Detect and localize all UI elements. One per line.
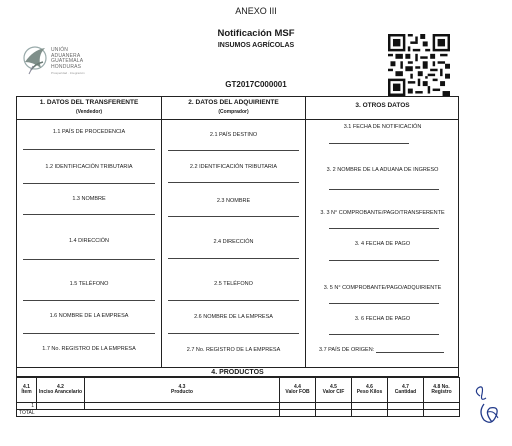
table-row xyxy=(17,403,460,410)
table-cell[interactable] xyxy=(424,410,460,417)
field-label-direccion-adquiriente: 2.4 DIRECCIÓN xyxy=(213,239,254,245)
field-line-telefono-transferente[interactable] xyxy=(23,300,155,301)
total-row xyxy=(17,410,460,417)
field-label-registro-adquiriente: 2.7 No. REGISTRO DE LA EMPRESA xyxy=(186,347,281,353)
table-cell[interactable] xyxy=(352,410,388,417)
field-pais-origen xyxy=(319,347,444,353)
field-line-pais-procedencia[interactable] xyxy=(23,149,155,150)
logo-text: UNIÓN ADUANERA GUATEMALA HONDURAS xyxy=(51,47,84,70)
bird-emblem-icon xyxy=(21,40,51,80)
document-title: Notificación MSF xyxy=(217,28,295,39)
table-cell[interactable] xyxy=(316,403,352,410)
field-label-telefono-transferente: 1.5 TELÉFONO xyxy=(69,281,109,287)
document-code: GT2017C000001 xyxy=(225,80,287,89)
col-header-registro: 4.8 No. Registro xyxy=(424,378,460,403)
field-line-id-tributaria-adquiriente[interactable] xyxy=(168,182,299,183)
table-cell[interactable] xyxy=(388,410,424,417)
products-table xyxy=(16,377,460,417)
field-line-empresa-adquiriente[interactable] xyxy=(168,333,299,334)
field-label-comprobante-adquiriente: 3. 5 N° COMPROBANTE/PAGO/ADQUIRIENTE xyxy=(323,285,442,291)
form-frame xyxy=(16,96,459,368)
field-label-fecha-notificacion: 3.1 FECHA DE NOTIFICACIÓN xyxy=(343,124,422,130)
annex-label: ANEXO III xyxy=(235,6,277,16)
field-label-pais-origen: 3.7 PAÍS DE ORIGEN: xyxy=(319,347,375,353)
section-header-otros: 3. OTROS DATOS xyxy=(355,102,410,109)
field-line-direccion-transferente[interactable] xyxy=(23,259,155,260)
field-label-fecha-pago-1: 3. 4 FECHA DE PAGO xyxy=(354,241,411,247)
logo-tagline: Prosperidad · Integración xyxy=(51,71,85,75)
field-label-empresa-adquiriente: 2.6 NOMBRE DE LA EMPRESA xyxy=(194,314,273,320)
header-divider xyxy=(17,119,458,120)
field-line-id-tributaria-transferente[interactable] xyxy=(23,183,155,184)
field-label-comprobante-transferente: 3. 3 N° COMPROBANTE/PAGO/TRANSFERENTE xyxy=(320,210,445,216)
field-label-id-tributaria-transferente: 1.2 IDENTIFICACIÓN TRIBUTARIA xyxy=(45,164,133,170)
document-subtitle: INSUMOS AGRÍCOLAS xyxy=(217,42,295,49)
field-label-nombre-transferente: 1.3 NOMBRE xyxy=(72,196,106,202)
field-line-telefono-adquiriente[interactable] xyxy=(168,300,299,301)
field-label-pais-destino: 2.1 PAÍS DESTINO xyxy=(209,132,258,138)
field-line-empresa-transferente[interactable] xyxy=(23,333,155,334)
field-line-nombre-adquiriente[interactable] xyxy=(168,216,299,217)
field-label-registro-transferente: 1.7 No. REGISTRO DE LA EMPRESA xyxy=(42,346,136,352)
union-aduanera-logo xyxy=(21,40,117,86)
products-section-title: 4. PRODUCTOS xyxy=(16,368,459,377)
field-line-comprobante-adquiriente[interactable] xyxy=(329,303,439,304)
field-label-direccion-transferente: 1.4 DIRECCIÓN xyxy=(68,238,110,244)
field-line-comprobante-transferente[interactable] xyxy=(329,228,439,229)
column-divider xyxy=(305,97,306,367)
total-label: TOTAL xyxy=(17,410,280,417)
field-line-fecha-notificacion[interactable] xyxy=(329,143,409,144)
section-header-transferente: 1. DATOS DEL TRANSFERENTE (Vendedor) xyxy=(39,99,139,115)
field-label-pais-procedencia: 1.1 PAÍS DE PROCEDENCIA xyxy=(52,129,126,135)
col-header-inciso: 4.2 Inciso Arancelario xyxy=(37,378,85,403)
field-line-aduana-ingreso[interactable] xyxy=(329,189,439,190)
col-header-item: 4.1 Ítem xyxy=(17,378,37,403)
field-line-fecha-pago-1[interactable] xyxy=(329,260,439,261)
table-cell[interactable] xyxy=(388,403,424,410)
table-cell[interactable] xyxy=(316,410,352,417)
table-cell[interactable] xyxy=(280,410,316,417)
col-header-valor-cif: 4.5 Valor CIF xyxy=(316,378,352,403)
table-cell[interactable] xyxy=(352,403,388,410)
qr-code-icon xyxy=(388,34,450,96)
table-cell[interactable] xyxy=(424,403,460,410)
col-header-cantidad: 4.7 Cantidad xyxy=(388,378,424,403)
field-line-direccion-adquiriente[interactable] xyxy=(168,258,299,259)
handwritten-signature-icon xyxy=(470,382,508,434)
field-label-fecha-pago-2: 3. 6 FECHA DE PAGO xyxy=(354,316,411,322)
field-line-pais-origen[interactable] xyxy=(376,347,444,353)
field-label-telefono-adquiriente: 2.5 TELÉFONO xyxy=(214,281,253,287)
field-line-pais-destino[interactable] xyxy=(168,150,299,151)
products-header-row xyxy=(17,378,460,403)
col-header-valor-fob: 4.4 Valor FOB xyxy=(280,378,316,403)
table-cell[interactable] xyxy=(280,403,316,410)
field-label-aduana-ingreso: 3. 2 NOMBRE DE LA ADUANA DE INGRESO xyxy=(326,167,439,173)
field-label-id-tributaria-adquiriente: 2.2 IDENTIFICACIÓN TRIBUTARIA xyxy=(189,164,278,170)
table-cell[interactable] xyxy=(37,403,85,410)
field-label-nombre-adquiriente: 2.3 NOMBRE xyxy=(216,198,251,204)
field-line-nombre-transferente[interactable] xyxy=(23,214,155,215)
section-header-adquiriente: 2. DATOS DEL ADQUIRIENTE (Comprador) xyxy=(188,99,279,115)
table-cell[interactable] xyxy=(85,403,280,410)
row-item-number: 1 xyxy=(17,403,37,410)
col-header-peso: 4.6 Peso Kilos xyxy=(352,378,388,403)
field-label-empresa-transferente: 1.6 NOMBRE DE LA EMPRESA xyxy=(49,313,129,319)
col-header-producto: 4.3 Producto xyxy=(85,378,280,403)
field-line-fecha-pago-2[interactable] xyxy=(329,334,439,335)
